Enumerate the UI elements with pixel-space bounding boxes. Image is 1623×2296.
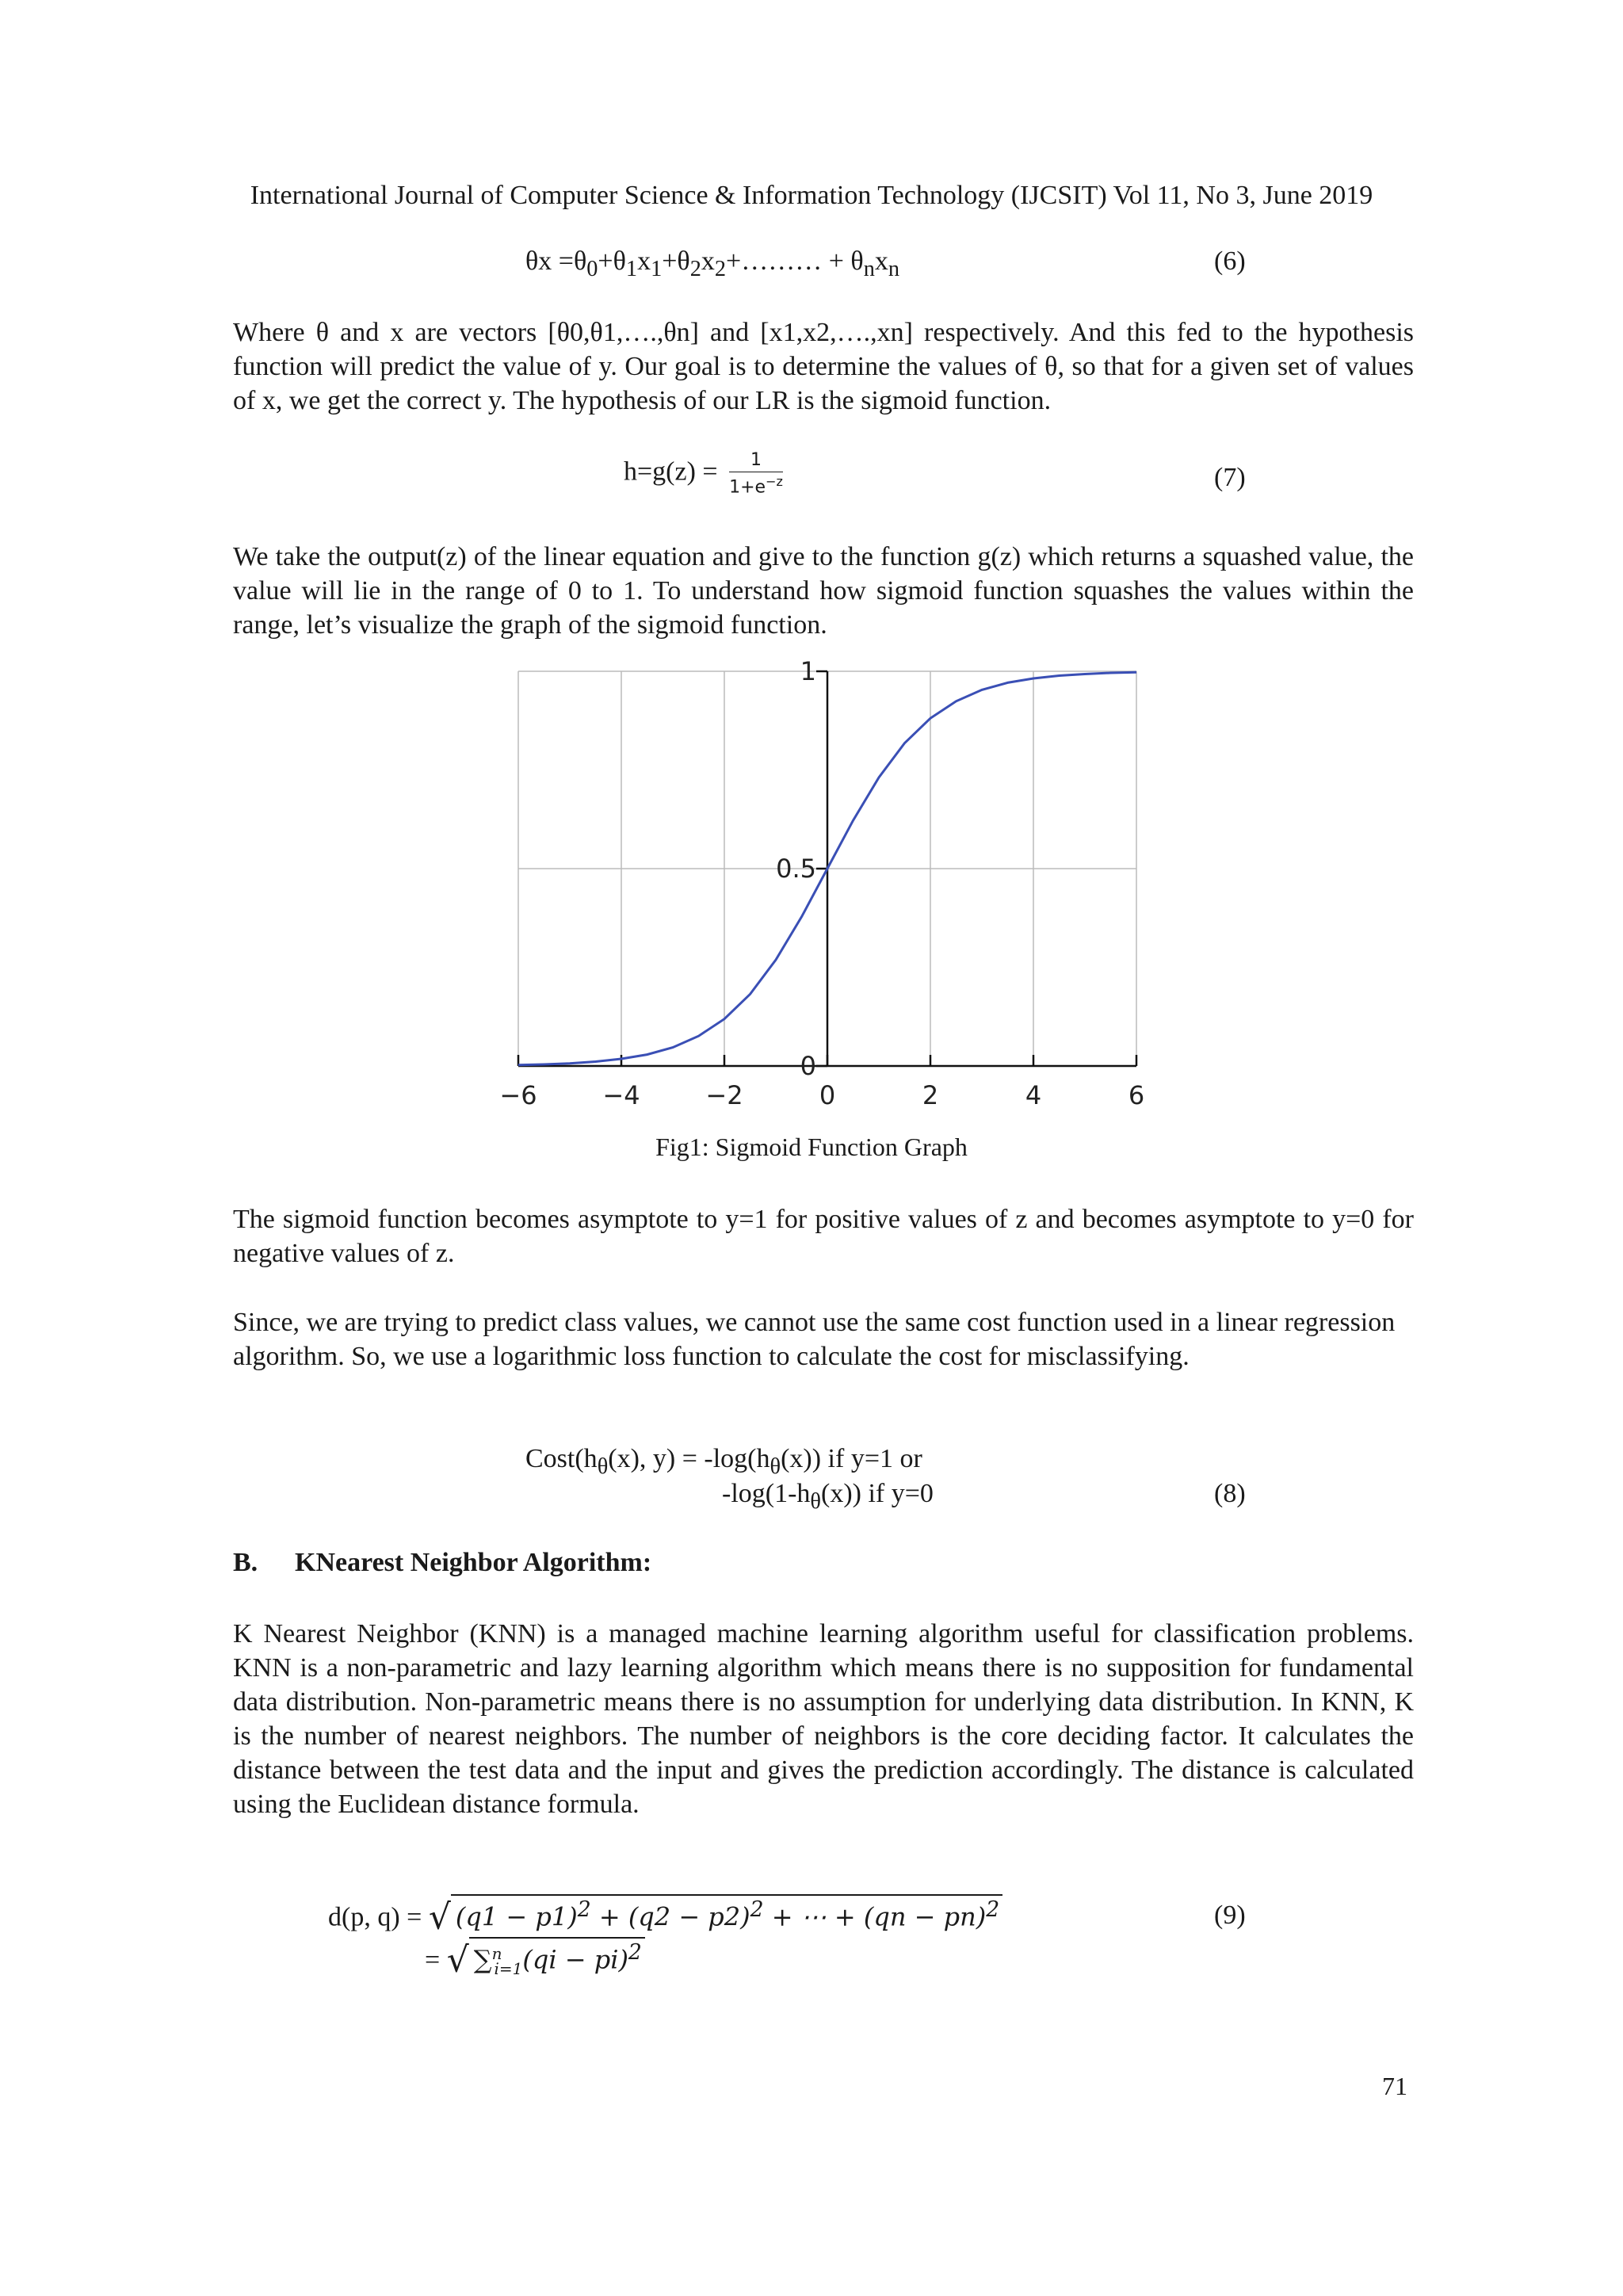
fraction-numerator: 1 bbox=[729, 450, 783, 472]
equation-7 bbox=[624, 450, 783, 497]
radical-symbol: √ bbox=[428, 1897, 451, 1938]
paragraph-cost-function: Since, we are trying to predict class values, we cannot use the same cost function used in a linear regression algorithm. So, we use a logarithmic loss function to calculate the cost for misclassifying. bbox=[233, 1308, 1396, 1371]
euclidean-sum-compact: ∑$^n_{i=1}$(qi − pi)$^2$ bbox=[469, 1937, 645, 1978]
sigmoid-fraction bbox=[729, 450, 783, 497]
equation-9-line2 bbox=[425, 1937, 645, 1981]
equation-8-line1: $Cost(h_\theta(x)$, $y) = -\log(h_\theta(x))$ if y=1 or bbox=[525, 1444, 922, 1479]
fraction-denominator bbox=[729, 472, 783, 497]
radical-symbol-2: √ bbox=[446, 1939, 469, 1981]
equation-6: $\theta x =\theta_0+\theta_1x_1+\theta_2x_2+\dots\dots\dots + \theta_nx_n$ bbox=[525, 246, 900, 281]
figure-caption: Fig1: Sigmoid Function Graph bbox=[655, 1133, 968, 1161]
section-title: KNearest Neighbor Algorithm: bbox=[295, 1548, 652, 1577]
x-tick-label: 0 bbox=[819, 1080, 836, 1110]
equation-9-number: (9) bbox=[1214, 1901, 1246, 1930]
sigmoid-chart bbox=[491, 656, 1145, 1121]
running-header: International Journal of Computer Science & Information Technology (IJCSIT) Vol 11, No 3, June 2019 bbox=[250, 181, 1373, 210]
y-tick-label: 1 bbox=[800, 656, 816, 686]
paragraph-squash: We take the output(z) of the linear equation and give to the function g(z) which returns a squashed value, the value will lie in the range of 0 to 1. To understand how sigmoid function squashes the values within the range, let’s visualize the graph of the sigmoid function. bbox=[233, 542, 1414, 640]
paragraph-asymptote: The sigmoid function becomes asymptote to y=1 for positive values of z and becomes asymptote to y=0 for negative values of z. bbox=[233, 1205, 1414, 1268]
equation-7-number: (7) bbox=[1214, 463, 1246, 492]
x-tick-label: 4 bbox=[1025, 1080, 1042, 1110]
chart-ticks bbox=[499, 656, 1144, 1110]
x-tick-label: −4 bbox=[602, 1080, 640, 1110]
x-tick-label: 6 bbox=[1128, 1080, 1145, 1110]
equation-8-number: (8) bbox=[1214, 1479, 1246, 1508]
y-tick-label: 0.5 bbox=[776, 854, 816, 884]
equation-9-equals: = bbox=[425, 1945, 441, 1975]
equation-9-lhs: d(p, q) = bbox=[328, 1902, 422, 1932]
x-tick-label: −6 bbox=[499, 1080, 537, 1110]
x-tick-label: −2 bbox=[705, 1080, 743, 1110]
paragraph-knn: K Nearest Neighbor (KNN) is a managed machine learning algorithm useful for classification problems. KNN is a non-parametric and lazy learning algorithm which means there is no supposition for fundamental data distribution. Non-parametric means there is no assumption for underlying data distribution. In KNN, K is the number of nearest neighbors. The number of neighbors is the core deciding factor. It calculates the distance between the test data and the input and gives the prediction accordingly. The distance is calculated using the Euclidean distance formula. bbox=[233, 1619, 1414, 1819]
equation-6-number: (6) bbox=[1214, 246, 1246, 276]
paragraph-vectors: Where θ and x are vectors [θ0,θ1,….,θn] and [x1,x2,….,xn] respectively. And this fed to the hypothesis function will predict the value of y. Our goal is to determine the values of θ, so that for a given set of values of x, we get the correct y. The hypothesis of our LR is the sigmoid function. bbox=[233, 318, 1414, 415]
y-tick-label: 0 bbox=[800, 1051, 816, 1081]
denominator-exponent: −z bbox=[766, 474, 783, 489]
section-heading-knn bbox=[233, 1548, 651, 1578]
section-number: B. bbox=[233, 1548, 258, 1577]
equation-7-lhs: h=g(z) = bbox=[624, 457, 718, 487]
denominator-base: 1+e bbox=[729, 477, 766, 498]
equation-9-line1 bbox=[328, 1894, 1002, 1938]
x-tick-label: 2 bbox=[922, 1080, 939, 1110]
equation-8-line2: $-\log(1-h_\theta(x))$ if y=0 bbox=[722, 1479, 934, 1514]
euclidean-sum-expanded: $(q1 - p1)^2 + (q2 - p2)^2$ + ⋯ + (qn − pn)$^2$ bbox=[451, 1894, 1002, 1932]
page-number: 71 bbox=[1382, 2072, 1407, 2100]
